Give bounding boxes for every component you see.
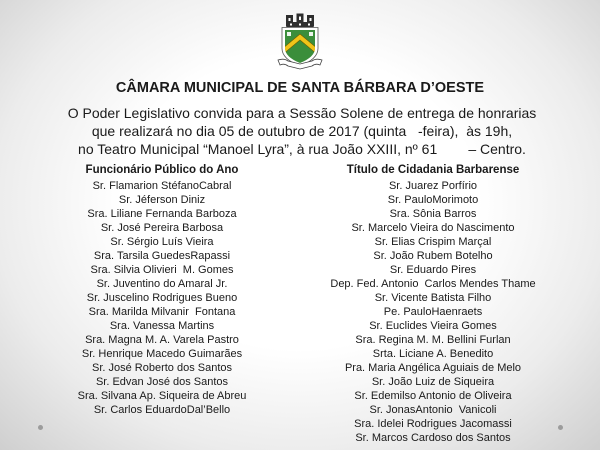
honoree-name: Sr. João Rubem Botelho [373, 250, 493, 262]
honoree-name: Sra. Sônia Barros [389, 208, 477, 220]
honoree-name: Sra. Magna M. A. Varela Pastro [85, 334, 239, 346]
honoree-name: Sr. Jéferson Diniz [118, 194, 206, 206]
honoree-name: Sra. Marilda Milvanir Fontana [88, 306, 236, 318]
honoree-name: Sr. João Luiz de Siqueira [371, 376, 495, 388]
honoree-name: Sr. Carlos EduardoDal’Bello [93, 404, 231, 416]
honoree-name: Sr. José Pereira Barbosa [100, 222, 224, 234]
honoree-name: Sr. Edemilso Antonio de Oliveira [354, 390, 512, 402]
page-title: CÂMARA MUNICIPAL DE SANTA BÁRBARA D’OESTE [115, 80, 485, 96]
honoree-name: Sr. PauloMorimoto [387, 194, 479, 206]
column-heading: Título de Cidadania Barbarense [346, 164, 520, 176]
invitation-line: no Teatro Municipal “Manoel Lyra”, à rua João XXIII, nº 61 – Centro. [78, 141, 526, 157]
honoree-name: Sr. Eduardo Pires [389, 264, 477, 276]
honoree-name: Sr. Marcos Cardoso dos Santos [355, 432, 511, 444]
honoree-name: Sra. Liliane Fernanda Barboza [87, 208, 237, 220]
honoree-name: Sr. Elias Crispim Marçal [374, 236, 492, 248]
honoree-name: Sr. Juscelino Rodrigues Bueno [86, 292, 238, 304]
honoree-name: Pe. PauloHaenraets [383, 306, 483, 318]
honoree-name: Pra. Maria Angélica Aguiais de Melo [344, 362, 522, 374]
invitation-line: O Poder Legislativo convida para a Sessão Solene de entrega de honrarias [67, 105, 537, 121]
invitation-text [0, 104, 600, 158]
honoree-name: Sr. Henrique Macedo Guimarães [81, 348, 243, 360]
honoree-name: Sr. Flamarion StéfanoCabral [92, 180, 232, 192]
honoree-name: Sr. Juarez Porfírio [388, 180, 478, 192]
honoree-name: Sra. Idelei Rodrigues Jacomassi [354, 418, 512, 430]
honoree-name: Sra. Silvia Olivieri M. Gomes [90, 264, 234, 276]
honoree-name: Dep. Fed. Antonio Carlos Mendes Thame [330, 278, 536, 290]
invitation-line: que realizará no dia 05 de outubro de 2017 (quinta -feira), às 19h, [91, 123, 513, 139]
honoree-name: Srta. Liciane A. Benedito [372, 348, 494, 360]
honoree-name: Sr. Marcelo Vieira do Nascimento [351, 222, 515, 234]
honoree-name: Sra. Tarsila GuedesRapassi [93, 250, 231, 262]
honoree-name: Sr. Vicente Batista Filho [374, 292, 492, 304]
honoree-name: Sr. Sérgio Luís Vieira [110, 236, 214, 248]
honoree-name: Sr. JonasAntonio Vanicoli [369, 404, 497, 416]
honoree-name: Sra. Regina M. M. Bellini Furlan [355, 334, 511, 346]
honorees-column-public-servant [47, 163, 277, 417]
honorees-column-citizenship [303, 163, 563, 445]
coat-of-arms-icon [274, 12, 326, 70]
honoree-name: Sr. Juventino do Amaral Jr. [96, 278, 228, 290]
honoree-name: Sr. Euclides Vieira Gomes [369, 320, 497, 332]
honoree-name: Sr. Edvan José dos Santos [95, 376, 229, 388]
decorative-dot [38, 425, 43, 430]
honoree-name: Sra. Silvana Ap. Siqueira de Abreu [77, 390, 247, 402]
honoree-name: Sr. José Roberto dos Santos [91, 362, 233, 374]
honoree-name: Sra. Vanessa Martins [109, 320, 215, 332]
decorative-dot [558, 425, 563, 430]
column-heading: Funcionário Público do Ano [85, 164, 239, 176]
